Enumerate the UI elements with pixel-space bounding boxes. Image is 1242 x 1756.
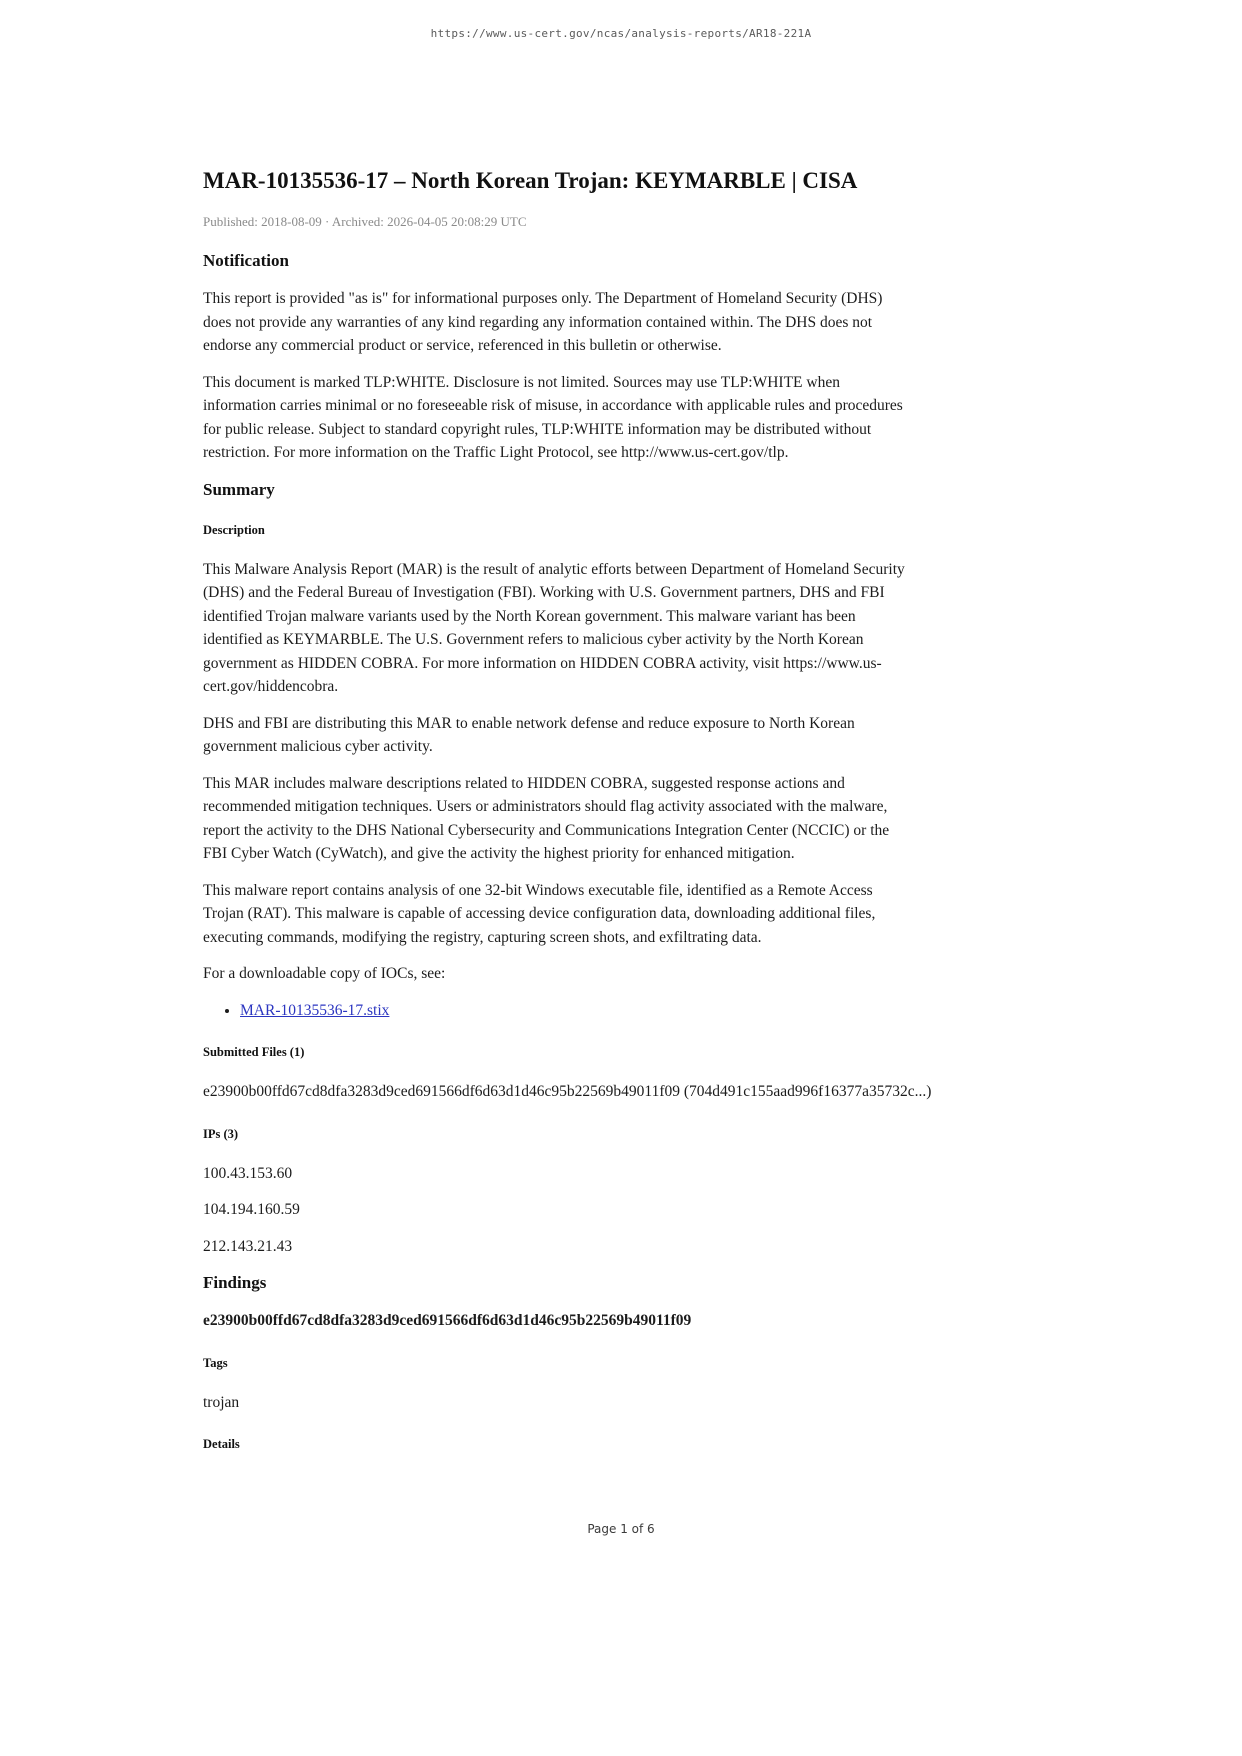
subheading-ips: IPs (3) (203, 1126, 239, 1141)
summary-paragraph-2: DHS and FBI are distributing this MAR to enable network defense and reduce exposure to North Korean government malicious cyber activity. (203, 714, 855, 755)
subheading-details: Details (203, 1437, 240, 1451)
notification-paragraph-1: This report is provided "as is" for informational purposes only. The Department of Homeland Security (DHS) does not provide any warranties of any kind regarding any information contained within. The DHS does not endorse any commercial product or service, referenced in this bulletin or otherwise. (203, 290, 883, 354)
print-header-url: https://www.us-cert.gov/ncas/analysis-reports/AR18-221A (430, 27, 812, 40)
page-title: MAR-10135536-17 – North Korean Trojan: KEYMARBLE | CISA (203, 168, 858, 193)
ip-address-1: 100.43.153.60 (203, 1164, 293, 1182)
summary-paragraph-1: This Malware Analysis Report (MAR) is the result of analytic efforts between Department of Homeland Security (DHS) and the Federal Bureau of Investigation (FBI). Working with U.S. Government partners, DHS and FBI identified Trojan malware variants used by the North Korean government. This malware variant has been identified as KEYMARBLE. The U.S. Government refers to malicious cyber activity by the North Korean government as HIDDEN COBRA. For more information on HIDDEN COBRA activity, visit https://www.us-cert.gov/hiddencobra. (203, 560, 905, 695)
section-heading-notification: Notification (203, 251, 289, 270)
section-heading-findings: Findings (203, 1273, 267, 1292)
notification-paragraph-2: This document is marked TLP:WHITE. Disclosure is not limited. Sources may use TLP:WHITE when information carries minimal or no foreseeable risk of misuse, in accordance with applicable rules and procedures for public release. Subject to standard copyright rules, TLP:WHITE information may be distributed without restriction. For more information on the Traffic Light Protocol, see http://www.us-cert.gov/tlp. (203, 373, 903, 461)
ip-address-2: 104.194.160.59 (203, 1201, 300, 1218)
published-meta: Published: 2018-08-09 · Archived: 2026-04-05 20:08:29 UTC (203, 214, 527, 229)
ioc-list (203, 999, 908, 1023)
subheading-tags: Tags (203, 1355, 228, 1370)
list-item (240, 999, 908, 1023)
finding-file-hash: e23900b00ffd67cd8dfa3283d9ced691566df6d63d1d46c95b22569b49011f09 (203, 1312, 692, 1329)
ip-address-3: 212.143.21.43 (203, 1237, 293, 1255)
tag-value: trojan (203, 1393, 240, 1411)
stix-download-link[interactable]: MAR-10135536-17.stix (240, 1001, 390, 1019)
summary-paragraph-4: This malware report contains analysis of one 32-bit Windows executable file, identified as a Remote Access Trojan (RAT). This malware is capable of accessing device configuration data, downloading additional files, executing commands, modifying the registry, capturing screen shots, and exfiltrating data. (203, 881, 876, 946)
ioc-intro-text: For a downloadable copy of IOCs, see: (203, 965, 446, 982)
section-heading-summary: Summary (203, 479, 275, 499)
report-content (203, 0, 932, 1472)
submitted-file-hash: e23900b00ffd67cd8dfa3283d9ced691566df6d63d1d46c95b22569b49011f09 (704d491c155aad996f16377a35732c...) (203, 1083, 932, 1100)
subheading-description: Description (203, 522, 265, 537)
subheading-submitted-files: Submitted Files (1) (203, 1045, 305, 1059)
summary-paragraph-3: This MAR includes malware descriptions related to HIDDEN COBRA, suggested response actions and recommended mitigation techniques. Users or administrators should flag activity associated with the malware, report the activity to the DHS National Cybersecurity and Communications Integration Center (NCCIC) or the FBI Cyber Watch (CyWatch), and give the activity the highest priority for enhanced mitigation. (203, 774, 890, 862)
page-number: Page 1 of 6 (587, 1522, 655, 1536)
